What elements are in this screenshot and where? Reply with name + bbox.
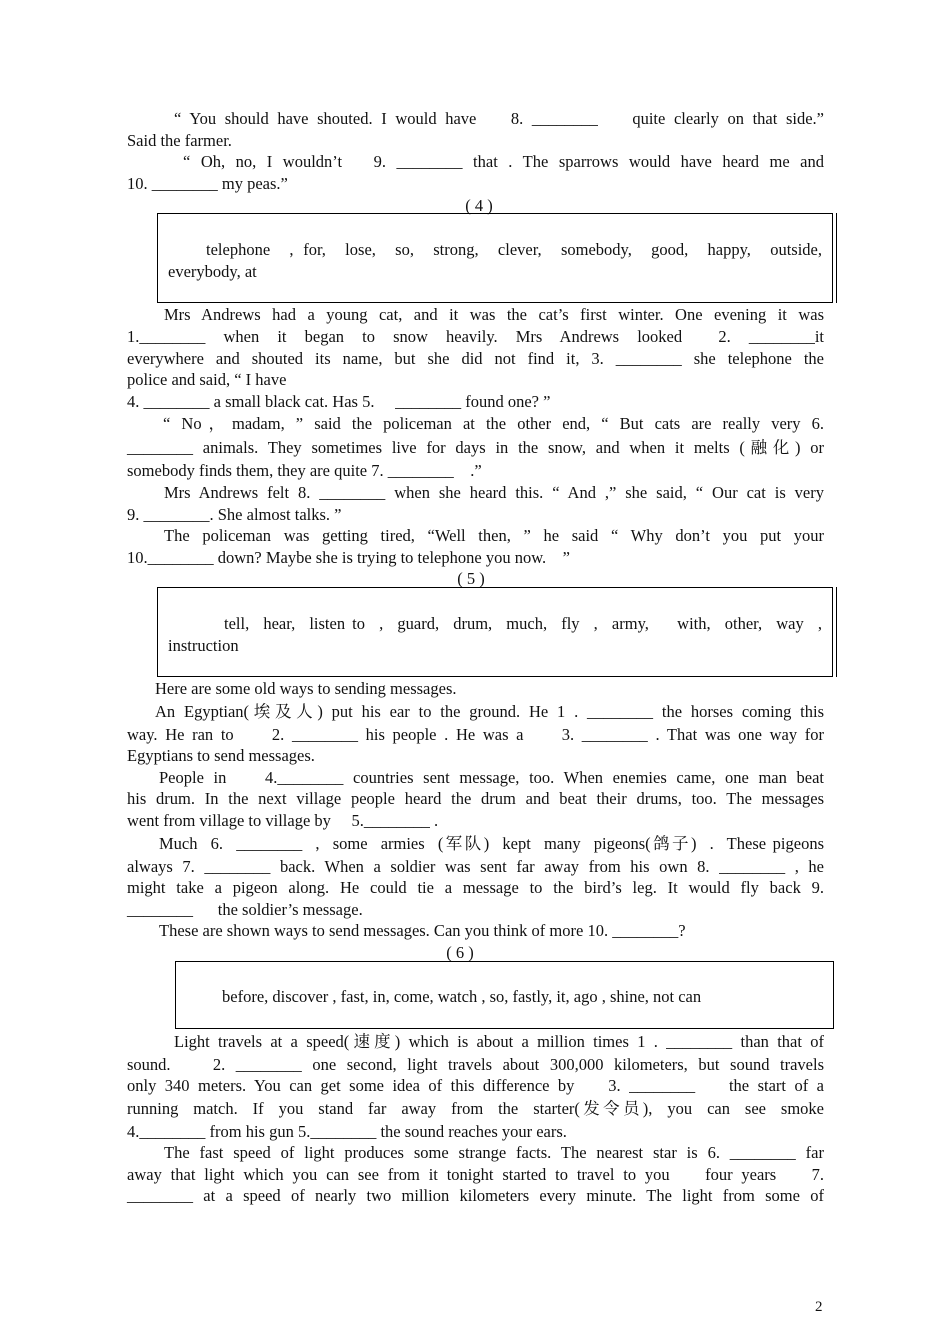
sec5-line-5: People in 4.________ countries sent message, too. When enemies came, one man beat [159,768,824,787]
sec4-line-10: 9. ________. She almost talks. ” [127,505,342,524]
sec5-line-10: might take a pigeon along. He could tie a message to the bird’s leg. It would fly back 9. [127,878,824,897]
sec4-line-7: ________ animals. They sometimes live for days in the snow, and when it melts (融化) or [127,438,824,457]
sec4-line-8: somebody finds them, they are quite 7. ________ .” [127,461,482,480]
sec3-line-3: “ Oh, no, I wouldn’t 9. ________ that . The sparrows would have heard me and [183,152,824,171]
sec6-line-1: Light travels at a speed(速度) which is about a million times 1 . ________ than that of [174,1032,824,1051]
word-box-line-1: telephone , for, lose, so, strong, clever, somebody, good, happy, outside, [206,240,822,259]
sec6-line-6: The fast speed of light produces some strange facts. The nearest star is 6. ________ far [164,1143,824,1162]
sec5-line-3: way. He ran to 2. ________ his people . He was a 3. ________ . That was one way for [127,725,824,744]
sec5-line-1: Here are some old ways to sending messages. [155,679,457,698]
word-box-line-1: before, discover , fast, in, come, watch , so, fastly, it, ago , shine, not can [222,987,702,1006]
section-5-heading: ( 5 ) [457,569,485,588]
word-box-line-1: tell, hear, listen to , guard, drum, much, fly , army, with, other, way , [224,614,822,633]
page-number: 2 [815,1299,823,1315]
sec6-line-3: only 340 meters. You can get some idea of this difference by 3. ________ the start of a [127,1076,824,1095]
section-5-word-box [157,587,833,677]
sec5-line-11: ________ the soldier’s message. [127,900,363,919]
sec4-line-12: 10.________ down? Maybe she is trying to telephone you now. ” [127,548,570,567]
section-4-heading: ( 4 ) [465,196,493,215]
sec6-line-5: 4.________ from his gun 5.________ the sound reaches your ears. [127,1122,567,1141]
sec4-line-9: Mrs Andrews felt 8. ________ when she heard this. “ And ,” she said, “ Our cat is very [164,483,824,502]
sec6-line-4: running match. If you stand far away from the starter(发令员), you can see smoke [127,1099,824,1118]
section-4-word-box [157,213,833,303]
sec3-line-1: “ You should have shouted. I would have 8. ________ quite clearly on that side.” [174,109,824,128]
word-box-line-2: everybody, at [168,262,257,281]
sec6-line-2: sound. 2. ________ one second, light travels about 300,000 kilometers, but sound travels [127,1055,824,1074]
word-box-line-2: instruction [168,636,239,655]
sec6-line-8: ________ at a speed of nearly two million kilometers every minute. The light from some of [127,1186,824,1205]
sec5-line-6: his drum. In the next village people heard the drum and beat their drums, too. The messages [127,789,824,808]
sec4-line-11: The policeman was getting tired, “Well then, ” he said “ Why don’t you put your [164,526,824,545]
sec4-line-6: “ No，madam, ” said the policeman at the other end, “ But cats are really very 6. [163,414,824,433]
sec4-line-1: Mrs Andrews had a young cat, and it was the cat’s first winter. One evening it was [164,305,824,324]
sec5-line-12: These are shown ways to send messages. Can you think of more 10. ________? [159,921,686,940]
sec3-line-4: 10. ________ my peas.” [127,174,288,193]
sec5-line-7: went from village to village by 5.________ . [127,811,439,830]
section-6-heading: ( 6 ) [446,943,474,962]
sec4-line-5: 4. ________ a small black cat. Has 5. ________ found one? ” [127,392,551,411]
sec6-line-7: away that light which you can see from it tonight started to travel to you four years 7. [127,1165,824,1184]
section-6-word-box [175,961,834,1029]
sec5-line-4: Egyptians to send messages. [127,746,315,765]
sec4-line-4: police and said, “ I have [127,370,287,389]
sec4-line-3: everywhere and shouted its name, but she did not find it, 3. ________ she telephone the [127,349,824,368]
sec5-line-8: Much 6. ________ , some armies (军队) kept many pigeons(鸽子) . These pigeons [159,834,824,853]
sec5-line-2: An Egyptian(埃及人) put his ear to the ground. He 1 . ________ the horses coming this [155,702,824,721]
sec5-line-9: always 7. ________ back. When a soldier was sent far away from his own 8. ________ , he [127,857,824,876]
sec3-line-2: Said the farmer. [127,131,232,150]
sec4-line-2: 1.________ when it began to snow heavily. Mrs Andrews looked 2. ________it [127,327,824,346]
